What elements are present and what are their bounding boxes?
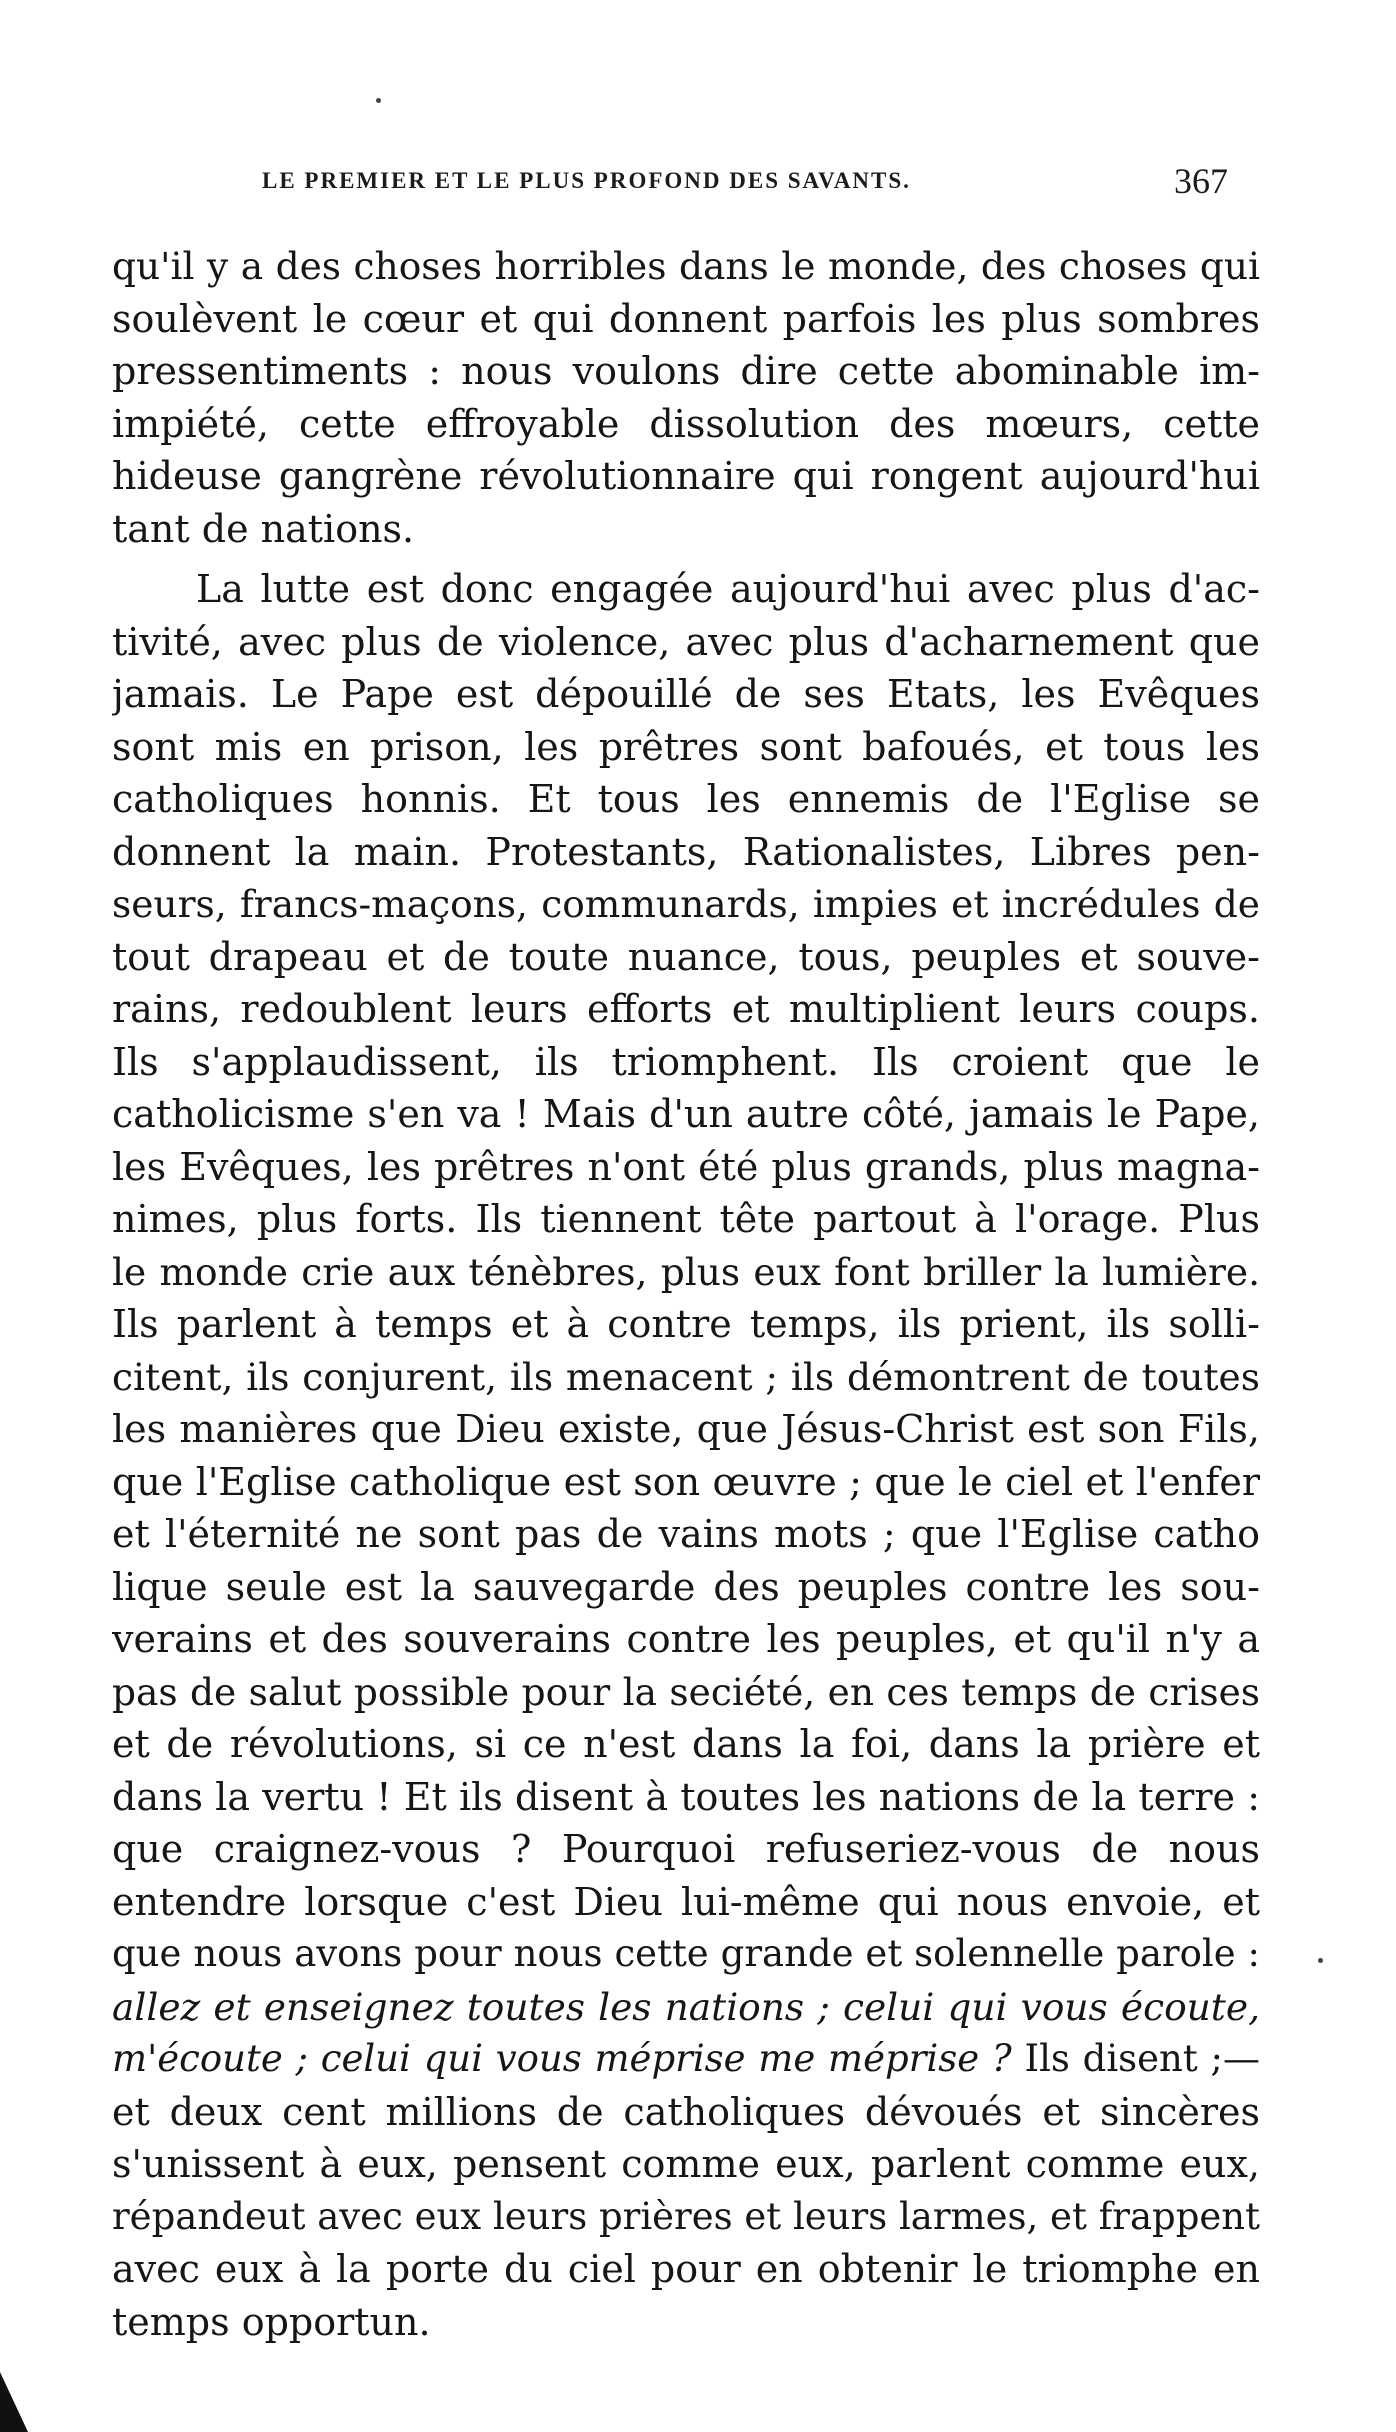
text-line: donnent la main. Protestants, Rationalistes, Libres pen-: [112, 829, 1260, 874]
running-head: LE PREMIER ET LE PLUS PROFOND DES SAVANTS.: [262, 168, 911, 193]
text-line: La lutte est donc engagée aujourd'hui avec plus d'ac-: [196, 567, 1260, 611]
paragraph-2: [112, 563, 1260, 2348]
text-line: qu'il y a des choses horribles dans le monde, des choses qui: [112, 244, 1260, 288]
text-line: tivité, avec plus de violence, avec plus d'acharnement que: [112, 619, 1260, 664]
text-line: catholiques honnis. Et tous les ennemis de l'Eglise se: [112, 777, 1260, 821]
text-line: seurs, francs-maçons, communards, impies et incrédules de: [112, 882, 1260, 926]
text-line: citent, ils conjurent, ils menacent ; ils démontrent de toutes: [112, 1354, 1260, 1399]
text-line-mixed: [112, 2033, 1260, 2086]
text-line: rains, redoublent leurs efforts et multiplient leurs coups.: [112, 987, 1260, 1031]
text-line: tant de nations.: [112, 506, 415, 551]
text-line: temps opportun.: [112, 2299, 431, 2344]
text-line: les Evêques, les prêtres n'ont été plus grands, plus magna-: [112, 1144, 1260, 1189]
text-line: lique seule est la sauvegarde des peuples contre les sou-: [112, 1564, 1260, 1609]
text-line: les manières que Dieu existe, que Jésus-Christ est son Fils,: [112, 1407, 1260, 1451]
text-line: Ils parlent à temps et à contre temps, ils prient, ils solli-: [112, 1302, 1260, 1346]
text-line: verains et des souverains contre les peuples, et qu'il n'y a: [112, 1617, 1260, 1661]
text-line: que nous avons pour nous cette grande et solennelle parole :: [112, 1932, 1260, 1975]
text-line: et de révolutions, si ce n'est dans la foi, dans la prière et: [112, 1722, 1260, 1766]
text-line: que craignez-vous ? Pourquoi refuseriez-vous de nous: [112, 1827, 1260, 1871]
body-text: [112, 240, 1260, 2348]
page-number: 367: [1174, 161, 1228, 201]
text-line: jamais. Le Pape est dépouillé de ses Etats, les Evêques: [112, 672, 1260, 716]
text-line: avec eux à la porte du ciel pour en obtenir le triomphe en: [112, 2247, 1260, 2291]
text-line: catholicisme s'en va ! Mais d'un autre côté, jamais le Pape,: [112, 1092, 1260, 1136]
italic-quote-fragment: m'écoute ; celui qui vous méprise me méprise ?: [112, 2037, 1012, 2080]
text-line: et deux cent millions de catholiques dévoués et sincères: [112, 2089, 1260, 2134]
text-line: sont mis en prison, les prêtres sont bafoués, et tous les: [112, 724, 1260, 769]
text-line: soulèvent le cœur et qui donnent parfois les plus sombres: [112, 296, 1260, 341]
text-line: pas de salut possible pour la seciété, en ces temps de crises: [112, 1669, 1260, 1714]
text-line: entendre lorsque c'est Dieu lui-même qui nous envoie, et: [112, 1879, 1260, 1924]
text-line: impiété, cette effroyable dissolution des mœurs, cette: [112, 401, 1260, 446]
text-line: s'unissent à eux, pensent comme eux, parlent comme eux,: [112, 2142, 1260, 2186]
text-line: Ils s'applaudissent, ils triomphent. Ils croient que le: [112, 1039, 1260, 1084]
print-speck: [376, 98, 381, 103]
print-speck: [1318, 1958, 1323, 1963]
text-fragment: Ils disent ;—: [1011, 2037, 1260, 2080]
italic-quote-line: allez et enseignez toutes les nations ; celui qui vous écoute,: [112, 1984, 1260, 2029]
page-corner-mark: [0, 2372, 28, 2432]
text-line: et l'éternité ne sont pas de vains mots ; que l'Eglise catho: [112, 1512, 1260, 1556]
text-line: dans la vertu ! Et ils disent à toutes les nations de la terre :: [112, 1774, 1260, 1819]
text-line: nimes, plus forts. Ils tiennent tête partout à l'orage. Plus: [112, 1197, 1260, 1241]
text-line: hideuse gangrène révolutionnaire qui rongent aujourd'hui: [112, 454, 1260, 498]
paragraph-1: [112, 240, 1260, 555]
text-line: que l'Eglise catholique est son œuvre ; que le ciel et l'enfer: [112, 1459, 1260, 1504]
text-line: tout drapeau et de toute nuance, tous, peuples et souve-: [112, 934, 1260, 979]
text-line: pressentiments : nous voulons dire cette abominable im-: [112, 349, 1260, 393]
text-line: répandeut avec eux leurs prières et leurs larmes, et frappent: [112, 2194, 1260, 2238]
text-line: le monde crie aux ténèbres, plus eux font briller la lumière.: [112, 1249, 1260, 1294]
